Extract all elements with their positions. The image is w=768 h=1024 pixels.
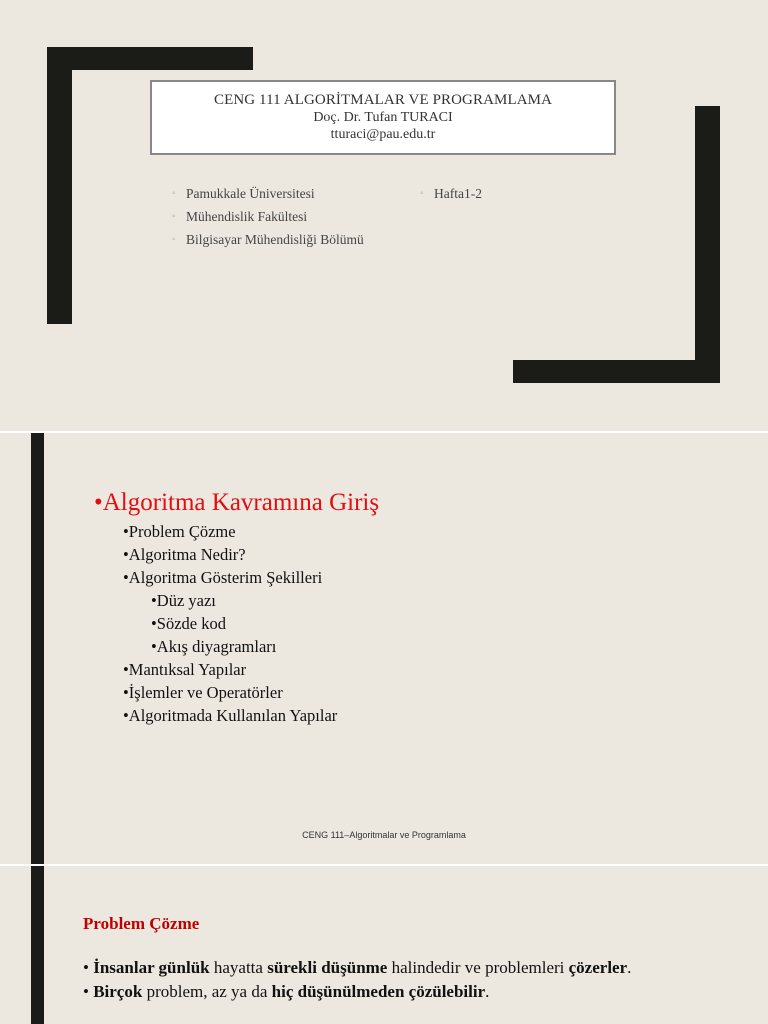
left-accent-bar <box>31 433 44 864</box>
plain-text: • <box>83 958 94 977</box>
outline-item: •Sözde kod <box>151 614 226 633</box>
list-item <box>420 185 482 208</box>
week-list <box>420 185 482 208</box>
left-accent-bar <box>31 866 44 1024</box>
outline-heading: •Algoritma Kavramına Giriş <box>94 489 380 516</box>
bullet-paragraphs <box>83 956 631 1004</box>
frame-bottom-right-vertical <box>695 106 720 383</box>
bullet-icon: ◦ <box>172 211 176 222</box>
institution-list <box>172 185 364 254</box>
bullet-line <box>83 956 631 980</box>
bullet-icon: ◦ <box>172 188 176 199</box>
plain-text: problem, az ya da <box>142 982 272 1001</box>
bullet-icon: ◦ <box>172 234 176 245</box>
plain-text: . <box>627 958 632 977</box>
frame-top-left-horizontal <box>47 47 253 70</box>
outline-item: •Akış diyagramları <box>151 637 277 656</box>
list-item <box>172 185 364 208</box>
emphasis-text: İnsanlar günlük <box>93 958 210 977</box>
instructor-name: Doç. Dr. Tufan TURACI <box>313 110 453 125</box>
plain-text: • <box>83 982 94 1001</box>
plain-text: . <box>485 982 490 1001</box>
list-item <box>172 231 364 254</box>
frame-bottom-right-horizontal <box>513 360 720 383</box>
plain-text: hayatta <box>209 958 268 977</box>
topic-outline <box>94 486 379 727</box>
emphasis-text: Birçok <box>93 982 143 1001</box>
emphasis-text: çözerler <box>568 958 628 977</box>
title-box <box>150 80 616 155</box>
bullet-line <box>83 980 631 1004</box>
frame-top-left-vertical <box>47 47 72 324</box>
outline-item: •Düz yazı <box>151 591 216 610</box>
list-item <box>172 208 364 231</box>
emphasis-text: sürekli düşünme <box>267 958 388 977</box>
slide-title: Problem Çözme <box>83 914 200 933</box>
emphasis-text: hiç düşünülmeden çözülebilir <box>271 982 486 1001</box>
problem-solving-slide <box>0 866 768 1024</box>
outline-item: •Mantıksal Yapılar <box>123 660 247 679</box>
week-label: Hafta1-2 <box>434 186 482 201</box>
course-title: CENG 111 ALGORİTMALAR VE PROGRAMLAMA <box>213 92 553 108</box>
outline-item: •İşlemler ve Operatörler <box>123 683 283 702</box>
faculty-label: Mühendislik Fakültesi <box>186 209 308 224</box>
slide-footer: CENG 111–Algoritmalar ve Programlama <box>302 830 466 840</box>
outline-item: •Algoritma Gösterim Şekilleri <box>123 568 323 587</box>
bullet-icon: ◦ <box>420 188 424 199</box>
instructor-email: tturaci@pau.edu.tr <box>330 127 436 142</box>
title-slide <box>0 0 768 431</box>
outline-item: •Problem Çözme <box>123 522 236 541</box>
plain-text: halindedir ve problemleri <box>387 958 569 977</box>
university-label: Pamukkale Üniversitesi <box>186 186 315 201</box>
outline-item: •Algoritma Nedir? <box>123 545 246 564</box>
department-label: Bilgisayar Mühendisliği Bölümü <box>186 232 364 247</box>
outline-item: •Algoritmada Kullanılan Yapılar <box>123 706 338 725</box>
